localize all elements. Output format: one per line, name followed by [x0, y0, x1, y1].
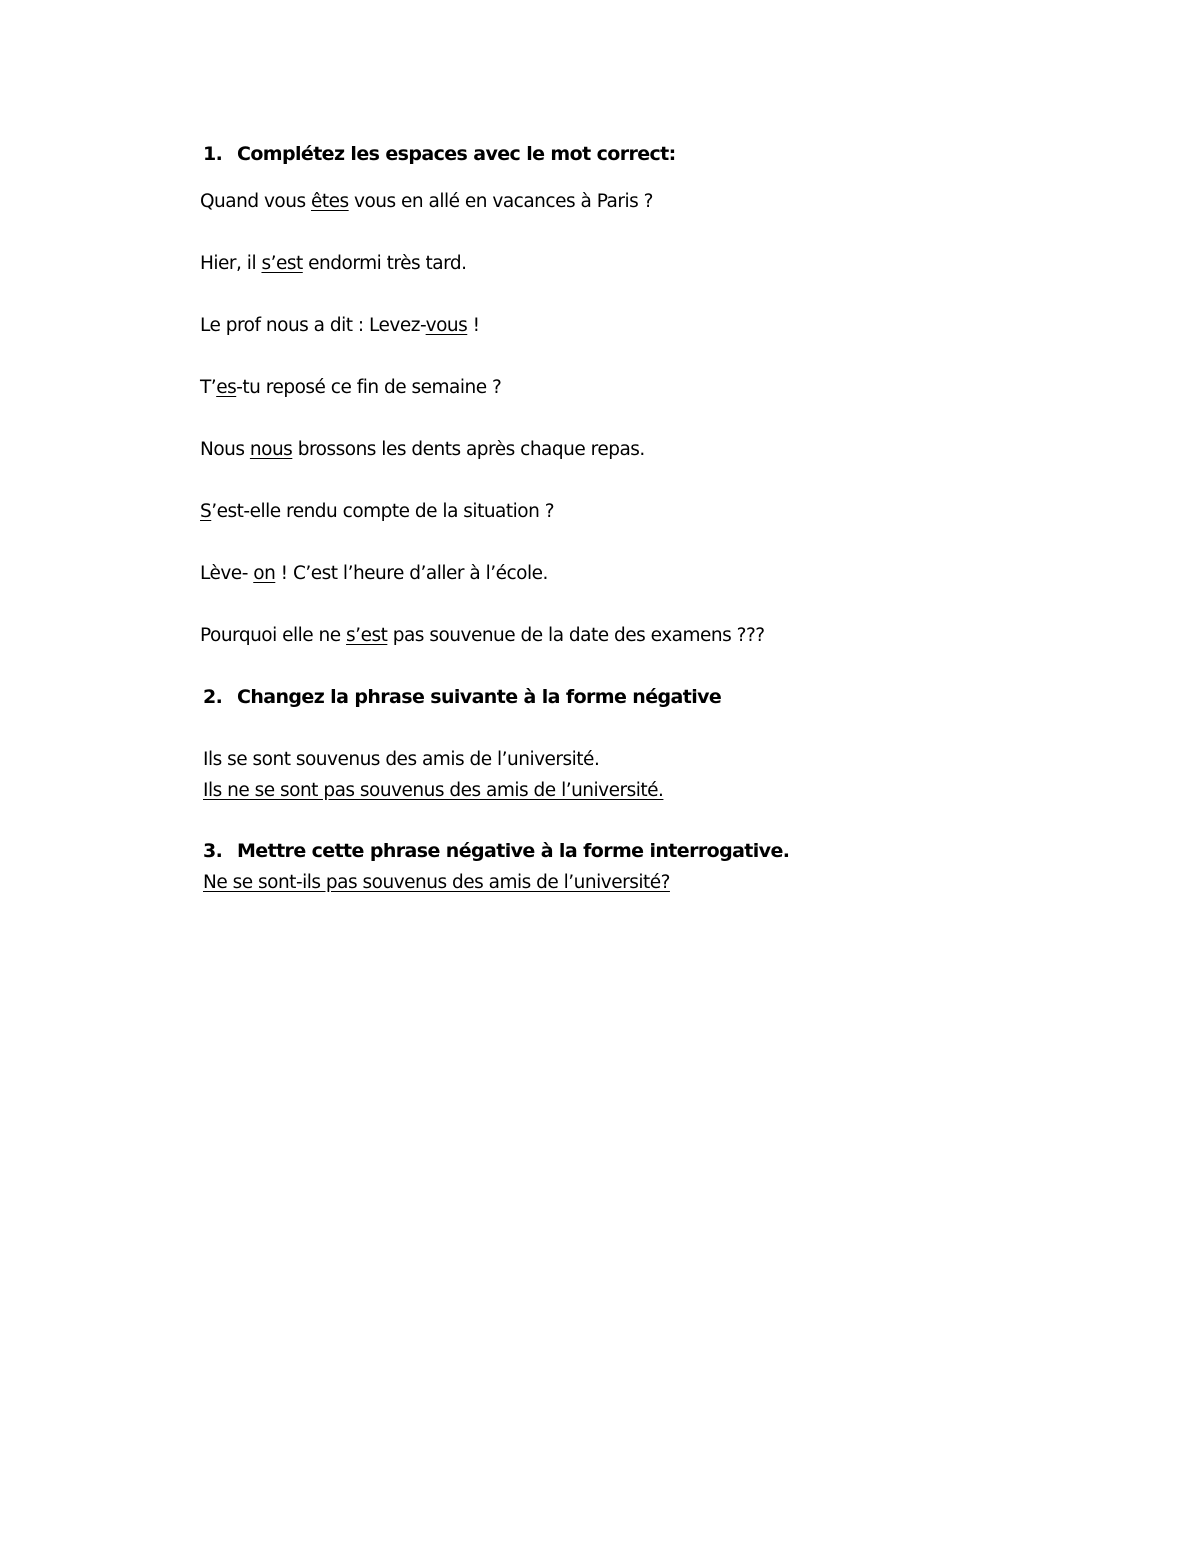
section-3-number: 3.	[203, 840, 223, 862]
exercise-sentence-2	[200, 252, 467, 276]
answer-word: nous	[249, 439, 293, 460]
exercise-sentence-5	[200, 438, 645, 462]
sentence-text: Le prof nous a dit : Levez-	[200, 315, 426, 336]
sentence-text: Quand vous	[200, 191, 311, 212]
section-1-heading	[203, 142, 676, 166]
section-3-heading	[203, 839, 789, 863]
sentence-text: pas souvenue de la date des examens ???	[387, 625, 765, 646]
sentence-text: brossons les dents après chaque repas.	[292, 439, 645, 460]
section-3-answer: Ne se sont-ils pas souvenus des amis de l’université?	[203, 872, 670, 893]
section-2-number: 2.	[203, 686, 223, 708]
section-2-sentence: Ils se sont souvenus des amis de l’université.	[203, 749, 600, 770]
sentence-text: Pourquoi elle ne	[200, 625, 347, 646]
section-2-heading	[203, 685, 721, 709]
sentence-text: T’	[200, 377, 217, 398]
sentence-text: Hier, il	[200, 253, 262, 274]
answer-word: on	[253, 563, 276, 584]
answer-word: êtes	[310, 191, 349, 212]
answer-word: vous	[425, 315, 468, 336]
section-3-title: Mettre cette phrase négative à la forme interrogative.	[237, 840, 790, 862]
answer-word: s’est	[261, 253, 303, 274]
sentence-text: ! C’est l’heure d’aller à l’école.	[275, 563, 548, 584]
section-2-answer: Ils ne se sont pas souvenus des amis de l’université.	[203, 780, 664, 801]
sentence-text: vous en allé en vacances à Paris ?	[348, 191, 653, 212]
section-1-number: 1.	[203, 143, 223, 165]
section-1-title: Complétez les espaces avec le mot correct:	[237, 143, 676, 165]
sentence-text: Nous	[200, 439, 250, 460]
exercise-sentence-3	[200, 314, 480, 338]
exercise-sentence-1	[200, 190, 653, 214]
exercise-sentence-7	[200, 562, 548, 586]
exercise-sentence-6	[200, 500, 554, 524]
sentence-text: Lève-	[200, 563, 254, 584]
answer-word: es	[216, 377, 237, 398]
answer-word: s’est	[346, 625, 388, 646]
exercise-sentence-4	[200, 376, 501, 400]
exercise-sentence-8	[200, 624, 765, 648]
sentence-text: ’est-elle rendu compte de la situation ?	[211, 501, 555, 522]
sentence-text: endormi très tard.	[302, 253, 467, 274]
section-2-title: Changez la phrase suivante à la forme négative	[237, 686, 722, 708]
sentence-text: !	[467, 315, 480, 336]
sentence-text: -tu reposé ce fin de semaine ?	[236, 377, 502, 398]
answer-word: S	[200, 501, 212, 522]
